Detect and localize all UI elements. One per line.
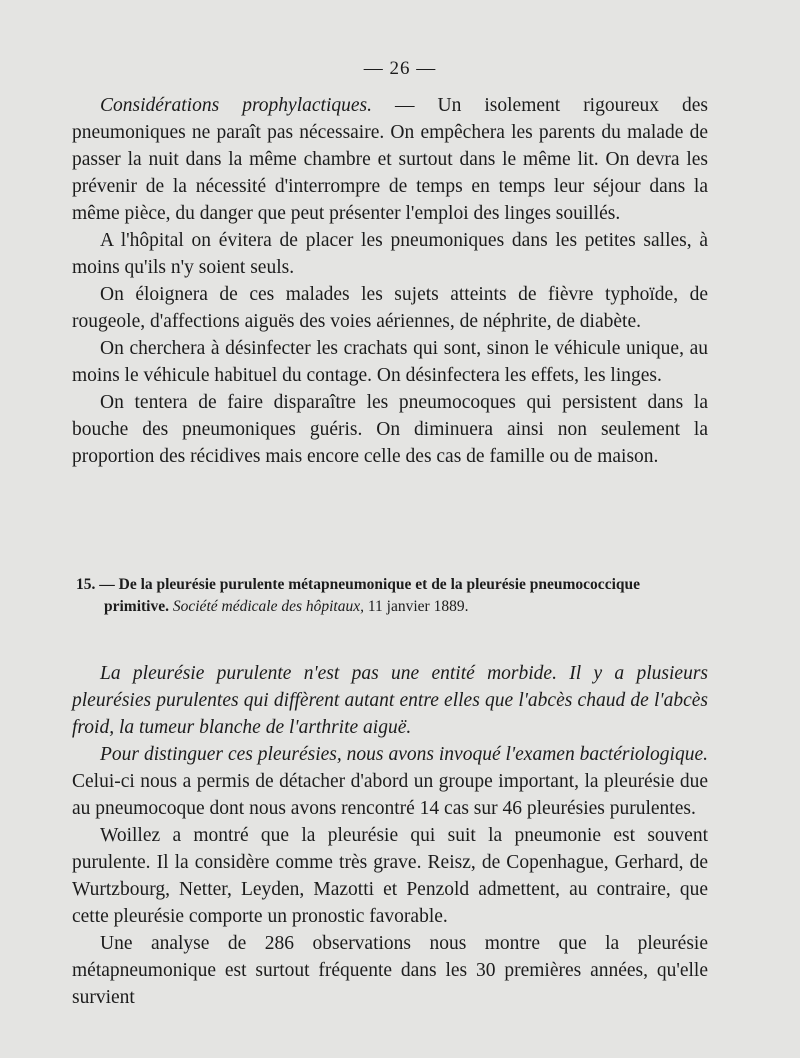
paragraph-lead: Pour distinguer ces pleurésies, nous avons invoqué l'examen bactériologique. [100,744,708,765]
section-heading: Considérations prophylactiques. [100,95,372,116]
paragraph [72,741,708,822]
entry-number: 15. [76,576,96,593]
page-number: — 26 — [363,58,437,79]
paragraph-text: Celui-ci nous a permis de détacher d'abord un groupe important, la pleurésie due au pneumocoque dont nous avons rencontré 14 cas sur 46 pleurésies purulentes. [72,771,708,819]
paragraph: On éloignera de ces malades les sujets atteints de fièvre typhoïde, de rougeole, d'affections aiguës des voies aériennes, de néphrite, de diabète. [72,284,708,332]
entry-title-cont: primitive. [104,598,169,615]
entry-title-line [76,596,716,618]
bibliography-entry [76,574,716,618]
entry-title: — De la pleurésie purulente métapneumonique et de la pleurésie pneumococcique [99,576,640,593]
paragraph [72,92,708,227]
paragraph-text: — Un isolement rigoureux des pneumoniques ne paraît pas nécessaire. On empêchera les parents du malade de passer la nuit dans la même chambre et surtout dans le même lit. On devra les prévenir de la nécessité d'interrompre de temps en temps leur séjour dans la même pièce, du danger que peut présenter l'emploi des linges souillés. [72,95,709,224]
entry-date: 11 janvier 1889. [367,598,469,615]
paragraph: La pleurésie purulente n'est pas une entité morbide. Il y a plusieurs pleurésies purulentes qui diffèrent autant entre elles que l'abcès chaud de l'abcès froid, la tumeur blanche de l'arthrite aiguë. [72,663,708,738]
prophylaxis-section [72,92,708,470]
paragraph: Woillez a montré que la pleurésie qui suit la pneumonie est souvent purulente. Il la considère comme très grave. Reisz, de Copenhague, Gerhard, de Wurtzbourg, Netter, Leyden, Mazotti et Penzold admettent, au contraire, que cette pleurésie comporte un pronostic favorable. [72,825,708,927]
entry-title-line [76,574,716,596]
paragraph: A l'hôpital on évitera de placer les pneumoniques dans les petites salles, à moins qu'ils n'y soient seuls. [72,230,708,278]
paragraph: On cherchera à désinfecter les crachats qui sont, sinon le véhicule unique, au moins le véhicule habituel du contage. On désinfectera les effets, les linges. [72,338,708,386]
paragraph: On tentera de faire disparaître les pneumocoques qui persistent dans la bouche des pneumoniques guéris. On diminuera ainsi non seulement la proportion des récidives mais encore celle des cas de famille ou de maison. [72,392,708,467]
entry-society: Société médicale des hôpitaux, [172,598,364,615]
pleurisy-section [72,660,708,1011]
paragraph: Une analyse de 286 observations nous montre que la pleurésie métapneumonique est surtout fréquente dans les 30 premières années, qu'elle survient [72,933,708,1008]
